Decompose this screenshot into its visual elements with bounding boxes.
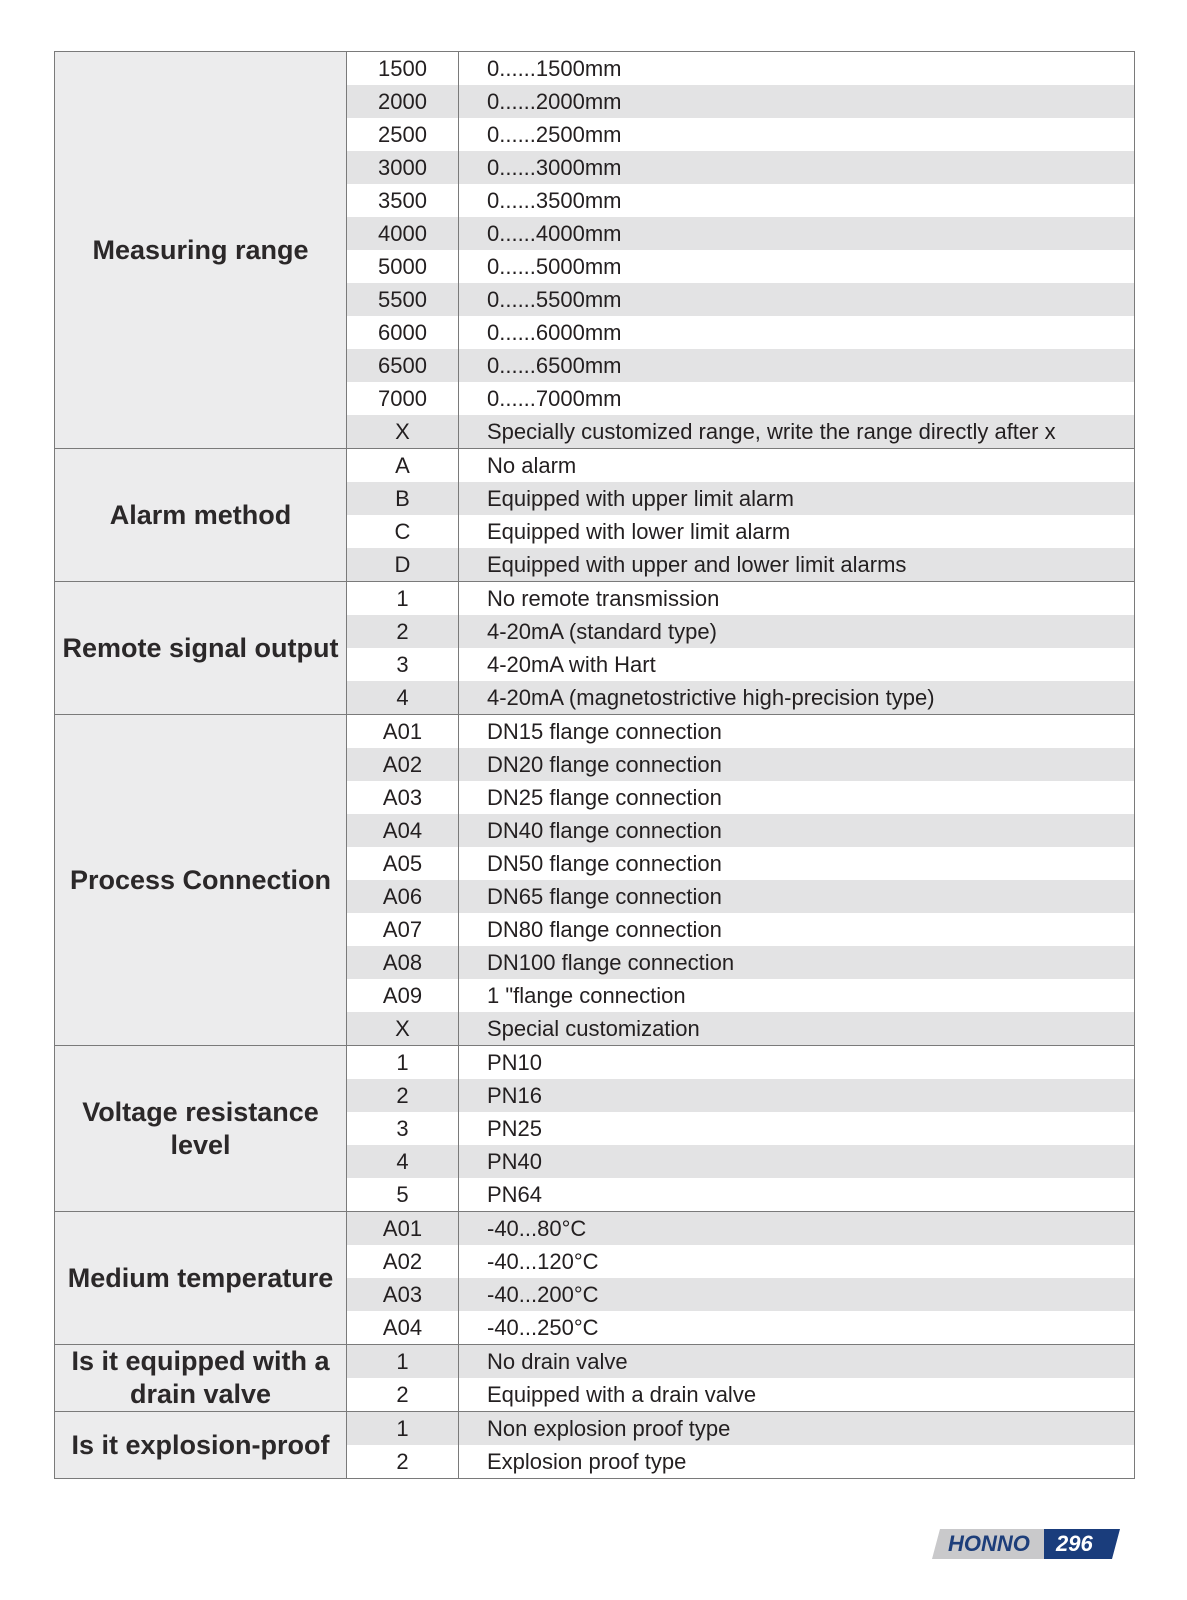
spec-row	[55, 1345, 1135, 1379]
option-code: 4	[347, 1145, 459, 1178]
spec-row	[55, 715, 1135, 749]
option-description: Equipped with lower limit alarm	[459, 515, 1135, 548]
option-code: 1500	[347, 52, 459, 86]
option-description: 4-20mA (standard type)	[459, 615, 1135, 648]
group-label: Process Connection	[55, 715, 347, 1046]
spec-row	[55, 582, 1135, 616]
option-description: 0......3000mm	[459, 151, 1135, 184]
option-description: No drain valve	[459, 1345, 1135, 1379]
option-code: A	[347, 449, 459, 483]
option-description: -40...80°C	[459, 1212, 1135, 1246]
option-description: 0......4000mm	[459, 217, 1135, 250]
option-description: Equipped with a drain valve	[459, 1378, 1135, 1412]
option-code: A01	[347, 1212, 459, 1246]
group-label: Is it explosion-proof	[55, 1412, 347, 1479]
option-code: 2	[347, 1445, 459, 1479]
spec-table	[54, 51, 1135, 1479]
spec-row	[55, 1046, 1135, 1080]
footer-brand	[932, 1529, 1108, 1559]
option-description: PN40	[459, 1145, 1135, 1178]
group-label: Is it equipped with a drain valve	[55, 1345, 347, 1412]
option-description: Specially customized range, write the range directly after x	[459, 415, 1135, 449]
option-code: X	[347, 415, 459, 449]
option-description: DN80 flange connection	[459, 913, 1135, 946]
spec-row	[55, 1412, 1135, 1446]
option-description: No remote transmission	[459, 582, 1135, 616]
option-description: PN16	[459, 1079, 1135, 1112]
option-code: 5	[347, 1178, 459, 1212]
option-code: A05	[347, 847, 459, 880]
group-label: Remote signal output	[55, 582, 347, 715]
option-code: C	[347, 515, 459, 548]
option-description: PN10	[459, 1046, 1135, 1080]
option-description: DN40 flange connection	[459, 814, 1135, 847]
option-code: A03	[347, 781, 459, 814]
option-code: 3	[347, 648, 459, 681]
option-description: 0......2000mm	[459, 85, 1135, 118]
spec-table-body	[55, 52, 1135, 1479]
option-description: 1 "flange connection	[459, 979, 1135, 1012]
option-description: No alarm	[459, 449, 1135, 483]
spec-row	[55, 1212, 1135, 1246]
option-code: X	[347, 1012, 459, 1046]
option-code: 1	[347, 1345, 459, 1379]
option-code: 1	[347, 1046, 459, 1080]
option-code: 4000	[347, 217, 459, 250]
option-code: 6000	[347, 316, 459, 349]
option-description: DN50 flange connection	[459, 847, 1135, 880]
option-code: 3500	[347, 184, 459, 217]
option-code: A04	[347, 1311, 459, 1345]
group-label: Medium temperature	[55, 1212, 347, 1345]
group-label: Measuring range	[55, 52, 347, 449]
option-description: DN20 flange connection	[459, 748, 1135, 781]
option-description: Equipped with upper limit alarm	[459, 482, 1135, 515]
option-code: A03	[347, 1278, 459, 1311]
option-code: A09	[347, 979, 459, 1012]
option-description: PN25	[459, 1112, 1135, 1145]
option-description: Equipped with upper and lower limit alarms	[459, 548, 1135, 582]
option-description: -40...120°C	[459, 1245, 1135, 1278]
option-code: 5000	[347, 250, 459, 283]
option-code: A06	[347, 880, 459, 913]
option-description: 0......6500mm	[459, 349, 1135, 382]
option-description: DN65 flange connection	[459, 880, 1135, 913]
option-code: 5500	[347, 283, 459, 316]
option-description: 0......3500mm	[459, 184, 1135, 217]
option-code: A01	[347, 715, 459, 749]
option-description: 0......5000mm	[459, 250, 1135, 283]
option-code: 2500	[347, 118, 459, 151]
option-code: 3000	[347, 151, 459, 184]
brand-name: HONNO	[948, 1531, 1030, 1556]
option-code: A08	[347, 946, 459, 979]
spec-row	[55, 52, 1135, 86]
option-code: 3	[347, 1112, 459, 1145]
page-number: 296	[1056, 1531, 1093, 1556]
option-description: Explosion proof type	[459, 1445, 1135, 1479]
option-code: 2	[347, 1378, 459, 1412]
option-code: D	[347, 548, 459, 582]
option-description: 0......5500mm	[459, 283, 1135, 316]
option-code: A07	[347, 913, 459, 946]
spec-row	[55, 449, 1135, 483]
option-description: -40...250°C	[459, 1311, 1135, 1345]
option-description: DN100 flange connection	[459, 946, 1135, 979]
option-description: 0......2500mm	[459, 118, 1135, 151]
option-description: 0......1500mm	[459, 52, 1135, 86]
option-code: 2000	[347, 85, 459, 118]
option-description: -40...200°C	[459, 1278, 1135, 1311]
option-description: DN15 flange connection	[459, 715, 1135, 749]
option-code: B	[347, 482, 459, 515]
option-description: Special customization	[459, 1012, 1135, 1046]
option-description: Non explosion proof type	[459, 1412, 1135, 1446]
option-code: 6500	[347, 349, 459, 382]
option-description: PN64	[459, 1178, 1135, 1212]
option-description: 4-20mA with Hart	[459, 648, 1135, 681]
option-description: 0......7000mm	[459, 382, 1135, 415]
option-description: 4-20mA (magnetostrictive high-precision type)	[459, 681, 1135, 715]
group-label: Alarm method	[55, 449, 347, 582]
option-code: 2	[347, 1079, 459, 1112]
option-code: 2	[347, 615, 459, 648]
option-description: DN25 flange connection	[459, 781, 1135, 814]
option-code: 7000	[347, 382, 459, 415]
option-code: 1	[347, 1412, 459, 1446]
option-code: 4	[347, 681, 459, 715]
option-code: A02	[347, 748, 459, 781]
option-code: A02	[347, 1245, 459, 1278]
option-description: 0......6000mm	[459, 316, 1135, 349]
group-label: Voltage resistance level	[55, 1046, 347, 1212]
option-code: A04	[347, 814, 459, 847]
option-code: 1	[347, 582, 459, 616]
